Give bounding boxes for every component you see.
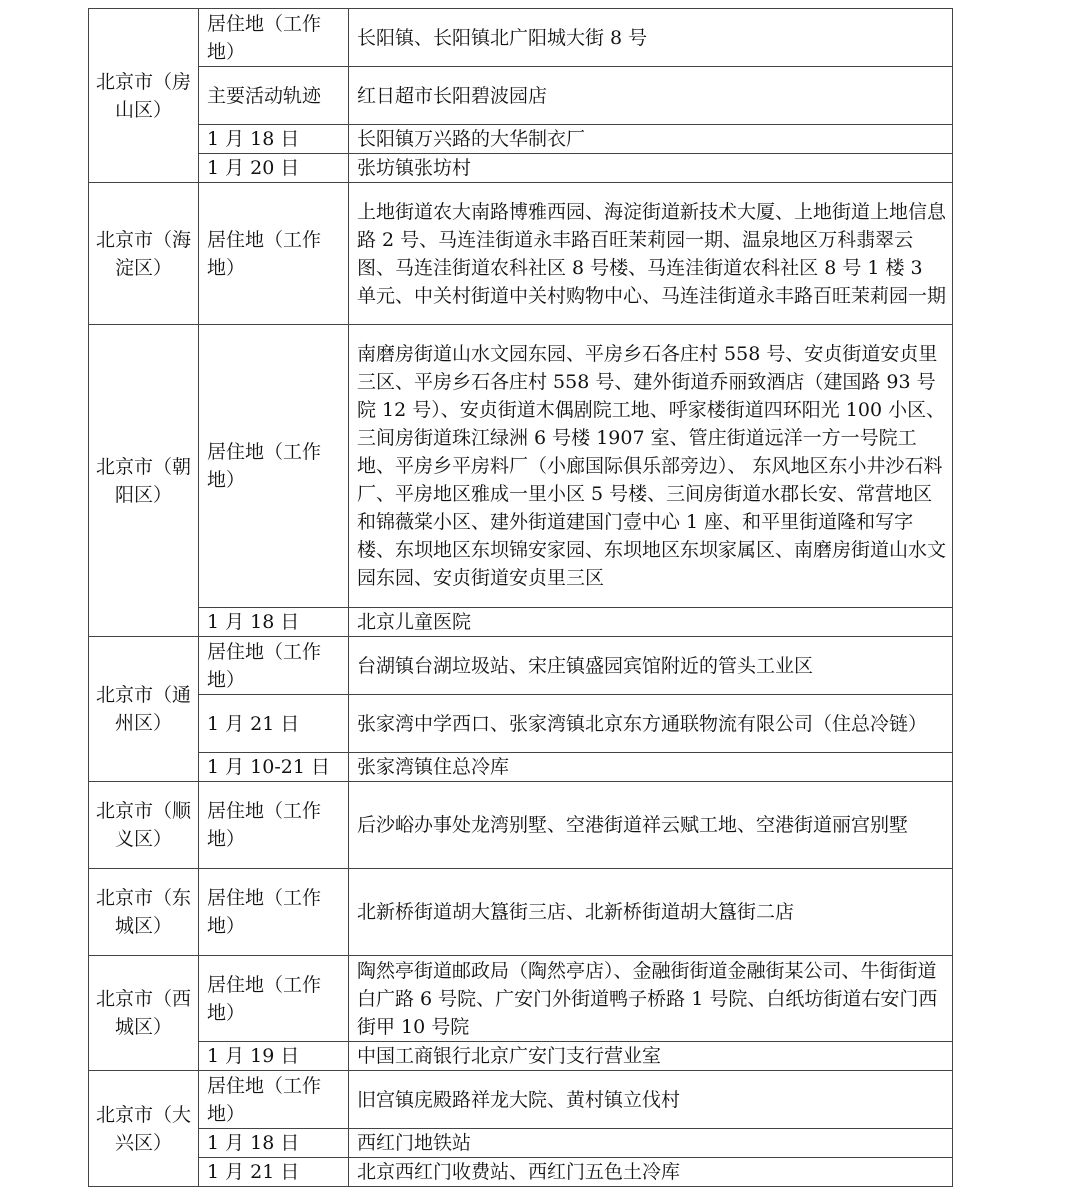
category-cell: 1 月 18 日 [199,1129,349,1158]
table-row [89,1158,953,1187]
location-cell: 南磨房街道山水文园东园、平房乡石各庄村 558 号、安贞街道安贞里三区、平房乡石各庄村 558 号、建外街道乔丽致酒店（建国路 93 号院 12 号）、安贞街道木偶剧院工地、呼家楼街道四环阳光 100 小区、三间房街道珠江绿洲 6 号楼 1907 室、管庄街道远洋一方一号院工地、平房乡平房料厂（小廊国际俱乐部旁边）、 东风地区东小井沙石料厂、平房地区雅成一里小区 5 号楼、三间房街道水郡长安、常营地区和锦薇棠小区、建外街道建国门壹中心 1 座、和平里街道隆和写字楼、东坝地区东坝锦安家园、东坝地区东坝家属区、南磨房街道山水文园东园、安贞街道安贞里三区 [349,325,953,608]
table-row [89,125,953,154]
location-cell: 北新桥街道胡大簋街三店、北新桥街道胡大簋街二店 [349,869,953,956]
table-row [89,869,953,956]
district-cell: 北京市（通州区） [89,637,199,782]
location-cell: 台湖镇台湖垃圾站、宋庄镇盛园宾馆附近的管头工业区 [349,637,953,695]
district-cell: 北京市（海淀区） [89,183,199,325]
table-row [89,325,953,608]
category-cell: 居住地（工作地） [199,9,349,67]
table-row [89,695,953,753]
table-row [89,1042,953,1071]
location-cell: 西红门地铁站 [349,1129,953,1158]
table-row [89,183,953,325]
district-cell: 北京市（顺义区） [89,782,199,869]
table-row [89,154,953,183]
table-row [89,956,953,1042]
location-cell: 北京西红门收费站、西红门五色土冷库 [349,1158,953,1187]
category-cell: 居住地（工作地） [199,869,349,956]
location-cell: 中国工商银行北京广安门支行营业室 [349,1042,953,1071]
district-cell: 北京市（东城区） [89,869,199,956]
category-cell: 居住地（工作地） [199,1071,349,1129]
category-cell: 居住地（工作地） [199,325,349,608]
category-cell: 1 月 19 日 [199,1042,349,1071]
table-row [89,782,953,869]
district-cell: 北京市（西城区） [89,956,199,1071]
table-row [89,1129,953,1158]
location-cell: 后沙峪办事处龙湾别墅、空港街道祥云赋工地、空港街道丽宫别墅 [349,782,953,869]
district-cell: 北京市（大兴区） [89,1071,199,1187]
category-cell: 1 月 20 日 [199,154,349,183]
category-cell: 1 月 18 日 [199,608,349,637]
category-cell: 主要活动轨迹 [199,67,349,125]
category-cell: 1 月 21 日 [199,1158,349,1187]
table-row [89,1071,953,1129]
trajectory-table [88,8,953,1187]
location-cell: 长阳镇万兴路的大华制衣厂 [349,125,953,154]
location-cell: 张家湾中学西口、张家湾镇北京东方通联物流有限公司（住总冷链） [349,695,953,753]
category-cell: 居住地（工作地） [199,782,349,869]
table-row [89,9,953,67]
location-cell: 北京儿童医院 [349,608,953,637]
location-cell: 上地街道农大南路博雅西园、海淀街道新技术大厦、上地街道上地信息路 2 号、马连洼街道永丰路百旺茉莉园一期、温泉地区万科翡翠云图、马连洼街道农科社区 8 号楼、马连洼街道农科社区 8 号 1 楼 3 单元、中关村街道中关村购物中心、马连洼街道永丰路百旺茉莉园一期 [349,183,953,325]
category-cell: 居住地（工作地） [199,183,349,325]
table-row [89,608,953,637]
table-row [89,637,953,695]
location-cell: 长阳镇、长阳镇北广阳城大街 8 号 [349,9,953,67]
location-cell: 陶然亭街道邮政局（陶然亭店）、金融街街道金融街某公司、牛街街道白广路 6 号院、广安门外街道鸭子桥路 1 号院、白纸坊街道右安门西街甲 10 号院 [349,956,953,1042]
location-cell: 红日超市长阳碧波园店 [349,67,953,125]
category-cell: 1 月 18 日 [199,125,349,154]
location-cell: 张家湾镇住总冷库 [349,753,953,782]
table-row [89,753,953,782]
category-cell: 1 月 10-21 日 [199,753,349,782]
district-cell: 北京市（朝阳区） [89,325,199,637]
district-cell: 北京市（房山区） [89,9,199,183]
category-cell: 1 月 21 日 [199,695,349,753]
location-cell: 旧宫镇庑殿路祥龙大院、黄村镇立伐村 [349,1071,953,1129]
category-cell: 居住地（工作地） [199,956,349,1042]
category-cell: 居住地（工作地） [199,637,349,695]
location-cell: 张坊镇张坊村 [349,154,953,183]
table-row [89,67,953,125]
